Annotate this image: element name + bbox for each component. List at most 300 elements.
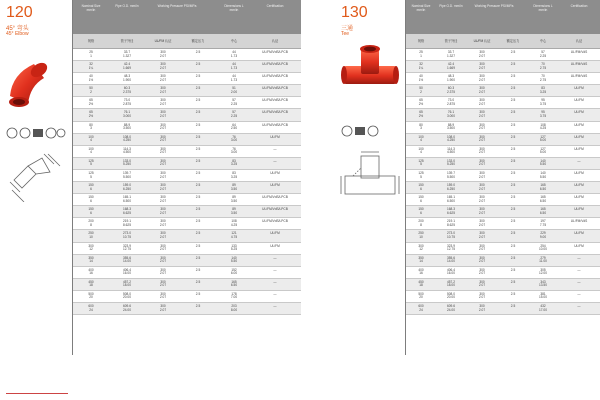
table-row [73,146,301,158]
header-working-pressure: Working Pressure PSI/MPa [474,4,514,8]
table-cell: 2.5 [510,158,516,163]
table-cell: 355.6 14.00 [447,255,455,264]
table-cell: 108 4.25 [539,122,547,131]
table-cell: 50 2 [419,86,423,94]
table-cell: 600 24 [88,303,94,312]
table-cell: 57 2.25 [230,110,238,119]
table-cell: 508.0 20.00 [447,291,455,300]
subheader-ulfm: UL/FM 认证 [473,39,491,43]
certification-logos [341,124,385,138]
table-cell: 48.3 1.900 [123,74,131,82]
table-cell: 76.1 3.000 [123,110,131,119]
table-cell: 64 2.50 [230,122,238,131]
table-cell: 150 6 [88,207,94,215]
table-cell: 300 2.07 [478,146,486,155]
table-cell: 100 4 [418,146,424,155]
table-cell: 300 2.07 [478,279,486,288]
table-cell: 168.3 6.625 [123,207,131,215]
table-cell: 150 6 [88,195,94,203]
table-cell: 125 5 [88,158,94,167]
table-cell: 300 2.07 [478,86,486,94]
table-row [73,255,301,267]
table-cell: 165 6.50 [539,195,547,203]
spec-table [405,0,600,355]
table-cell: 197 7.75 [539,219,547,227]
table-cell: 300 2.07 [159,74,167,82]
table-cell: 133 5.25 [230,243,238,252]
table-cell: UL/FM/VdS/LPCB [262,122,288,127]
table-cell: 89 3.50 [230,183,238,191]
table-cell: 114.3 4.500 [447,146,455,155]
table-row [406,291,600,303]
table-cell: 300 2.07 [159,134,167,143]
table-cell: 2.5 [510,74,516,79]
table-cell: 305 12.00 [539,267,547,276]
table-cell: 219.1 8.625 [123,219,131,227]
table-row [73,73,301,85]
table-cell: 150 6 [418,207,424,215]
table-cell: — [273,267,277,272]
table-cell: 139.7 5.500 [123,170,131,179]
table-row [73,291,301,303]
table-cell: 300 2.07 [159,303,167,312]
table-cell: 2.5 [195,243,201,248]
table-cell: 300 2.07 [159,183,167,191]
footer-divider [6,393,68,397]
table-cell: 165.1 6.500 [447,195,455,203]
table-cell: 140 5.50 [230,255,238,264]
table-header [406,0,600,34]
table-row [73,194,301,206]
table-cell: — [577,267,581,272]
table-cell: 2.5 [195,62,201,67]
subheader-size: 规格 [87,39,95,43]
table-cell: UL/FM/VdS/LPCB [262,195,288,200]
spec-table [72,0,301,355]
header-pipe-od: Pipe O.D. mm/in [115,4,139,8]
table-cell: 250 10 [88,231,94,239]
table-cell: UL/FM [574,231,584,236]
table-cell: 2.5 [510,98,516,103]
table-cell: 300 2.07 [478,243,486,252]
table-cell: 2.5 [510,207,516,212]
table-cell: 83 3.25 [230,170,238,179]
table-cell: UL/FM [270,183,280,188]
table-cell: UL/FM/VdS [570,74,588,79]
table-cell: 80 3 [89,122,93,131]
table-cell: 100 4 [88,146,94,155]
subheader-cert: 认证 [575,39,583,43]
table-cell: 57 2.25 [230,98,238,106]
table-cell: 300 2.07 [159,207,167,215]
table-cell: UL/FM [270,231,280,236]
header-certification: Certification [266,4,284,8]
table-cell: 88.9 3.500 [447,122,455,131]
table-cell: 2.5 [195,183,201,188]
table-body [406,49,600,315]
table-cell: UL/FM/VdS/LPCB [262,62,288,67]
table-row [406,206,600,218]
table-row [73,218,301,230]
table-cell: 343 13.50 [539,279,547,288]
table-cell: 300 2.07 [478,291,486,300]
table-row [406,73,600,85]
catalog-page-130 [333,0,600,355]
table-cell: 40 1½ [418,74,424,82]
table-cell: 165 6.50 [230,279,238,288]
subheader-rated: 额定压力 [191,39,205,43]
table-row [406,243,600,255]
subheader-center: 中心 [230,39,238,43]
table-cell: 300 2.07 [478,98,486,106]
table-cell: 2.5 [195,303,201,308]
tee-photo [339,44,401,106]
table-cell: 2.5 [510,122,516,127]
table-cell: 381 15.00 [539,291,547,300]
table-cell: 127 5.00 [539,134,547,143]
table-cell: 300 2.07 [478,110,486,119]
table-cell: 500 20 [418,291,424,300]
table-row [73,97,301,109]
table-cell: 300 2.07 [478,255,486,264]
table-cell: 32 1¼ [88,62,94,70]
table-cell: 2.5 [195,110,201,115]
table-cell: 2.5 [195,134,201,139]
table-cell: 203 8.00 [230,303,238,312]
table-cell: 300 2.07 [478,303,486,312]
table-cell: 108.0 4.250 [447,134,455,143]
table-cell: UL/FM [574,146,584,151]
table-cell: 300 2.07 [478,158,486,167]
table-cell: 140 5.50 [539,158,547,167]
table-cell: 108 4.25 [230,219,238,227]
table-body [73,49,301,315]
table-cell: 300 12 [88,243,94,252]
table-row [406,134,600,146]
table-cell: 254 10.00 [539,243,547,252]
table-row [406,85,600,97]
table-cell: 76.1 3.000 [447,110,455,119]
table-cell: 300 2.07 [159,122,167,131]
table-cell: — [273,146,277,151]
table-cell: UL/FM [574,195,584,200]
table-cell: 300 2.07 [478,231,486,239]
table-cell: UL/FM [270,170,280,175]
table-cell: 508.0 20.00 [123,291,131,300]
table-subheader [73,34,301,49]
table-cell: 114.3 4.500 [123,146,131,155]
table-cell: UL/FM [574,134,584,139]
table-cell: 70 2.75 [539,74,547,82]
table-cell: 300 2.07 [159,231,167,239]
table-cell: 406.4 16.00 [123,267,131,276]
table-cell: 76 3.00 [230,134,238,143]
table-cell: 2.5 [195,231,201,236]
table-cell: 300 12 [418,243,424,252]
table-cell: UL/FM [574,110,584,115]
table-cell: 159.0 6.250 [447,183,455,191]
table-cell: 83 3.25 [539,86,547,94]
table-cell: — [577,303,581,308]
table-cell: 25 1 [89,50,93,58]
table-cell: 88.9 3.500 [123,122,131,131]
table-cell: — [273,291,277,296]
header-pipe-od: Pipe O.D. mm/in [439,4,463,8]
table-cell: 150 6 [418,183,424,191]
table-cell: 450 18 [88,279,94,288]
elbow-photo [4,56,60,126]
table-cell: 300 2.07 [159,279,167,288]
elbow-technical-drawing [8,150,64,202]
table-cell: 33.7 1.327 [123,50,131,58]
table-row [406,279,600,291]
catalog-page-120 [0,0,300,355]
table-cell: UL/FM/VdS/LPCB [262,98,288,103]
header-dimensions: Dimensions L mm/in [224,4,244,12]
table-cell: UL/FM [574,183,584,188]
table-cell: UL/FM/VdS/LPCB [262,50,288,54]
table-row [406,61,600,73]
subheader-rated: 额定压力 [506,39,520,43]
table-cell: 300 2.07 [159,195,167,203]
table-cell: UL/FM [574,98,584,103]
table-cell: 300 2.07 [159,146,167,155]
table-cell: 25 1 [419,50,423,58]
table-cell: 350 14 [88,255,94,264]
table-row [73,61,301,73]
table-cell: 2.5 [195,267,201,272]
table-cell: 300 2.07 [159,110,167,119]
table-header [73,0,301,34]
table-row [406,109,600,121]
table-cell: UL/FM [574,207,584,212]
table-cell: 2.5 [510,86,516,91]
table-cell: 2.5 [510,231,516,236]
table-cell: 600 24 [418,303,424,312]
table-cell: 2.5 [195,146,201,151]
table-cell: 273.0 10.75 [447,231,455,239]
table-cell: — [273,158,277,163]
table-row [406,230,600,242]
table-cell: 609.6 24.00 [447,303,455,312]
table-cell: 457.2 18.00 [123,279,131,288]
table-cell: 400 16 [88,267,94,276]
table-cell: 139.7 5.500 [447,170,455,179]
table-cell: 2.5 [195,255,201,260]
table-cell: 65 2½ [88,110,94,119]
header-working-pressure: Working Pressure PSI/MPa [157,4,197,8]
product-name-en: Tee [341,31,350,37]
table-cell: 300 2.07 [159,62,167,70]
table-cell: 2.5 [510,267,516,272]
subheader-cert: 认证 [271,39,279,43]
table-cell: 300 2.07 [159,158,167,167]
table-cell: — [577,255,581,260]
certification-logos [6,126,66,140]
product-name-cn: 45° 弯头 [6,26,29,32]
product-number: 120 [6,4,33,21]
table-cell: UL/FM [574,122,584,127]
subheader-od: 管子外径 [444,39,458,43]
table-cell: 300 2.07 [478,207,486,215]
table-cell: 2.5 [195,207,201,212]
table-cell: 89 3.50 [230,207,238,215]
table-row [73,158,301,170]
table-cell: 400 16 [418,267,424,276]
table-row [73,170,301,182]
table-cell: 2.5 [195,122,201,127]
table-row [406,49,600,61]
table-cell: 200 8 [418,219,424,227]
table-cell: 279 11.00 [539,255,547,264]
table-cell: 300 2.07 [478,267,486,276]
table-cell: UL/FM [574,243,584,248]
table-cell: 300 2.07 [159,267,167,276]
table-cell: 300 2.07 [159,243,167,252]
table-cell: 355.6 14.00 [123,255,131,264]
table-cell: 65 2½ [418,110,424,119]
table-cell: 2.5 [510,243,516,248]
table-row [73,85,301,97]
table-cell: 108.0 4.250 [123,134,131,143]
table-cell: 2.5 [195,86,201,91]
table-row [406,194,600,206]
table-cell: UL/FM/VdS/LPCB [262,207,288,212]
table-row [73,109,301,121]
table-row [73,206,301,218]
table-cell: 42.4 1.669 [447,62,455,70]
table-cell: 300 2.07 [159,219,167,227]
table-cell: 133.0 5.250 [447,158,455,167]
subheader-size: 规格 [417,39,425,43]
product-name-cn: 三通 [341,26,354,32]
table-cell: 57 2.25 [539,50,547,58]
table-cell: 406.4 16.00 [447,267,455,276]
table-cell: 2.5 [510,146,516,151]
table-cell: 300 2.07 [159,98,167,106]
table-cell: — [577,279,581,284]
table-cell: 2.5 [510,170,516,175]
table-row [406,267,600,279]
table-cell: 432 17.00 [539,303,547,312]
table-cell: 125 5 [418,158,424,167]
header-dimensions: Dimensions L mm/in [533,4,553,12]
table-cell: 73.0 2.875 [447,98,455,106]
table-row [73,303,301,315]
table-cell: 300 2.07 [478,62,486,70]
table-row [73,279,301,291]
table-cell: 65 2½ [418,98,424,106]
table-cell: 2.5 [510,50,516,54]
table-cell: 50 2 [89,86,93,94]
table-cell: 73.0 2.875 [123,98,131,106]
table-row [406,182,600,194]
table-cell: 133.0 5.250 [123,158,131,167]
table-cell: 219.1 8.625 [447,219,455,227]
table-row [406,255,600,267]
table-cell: 350 14 [418,255,424,264]
table-cell: 2.5 [510,195,516,200]
table-cell: 300 2.07 [478,50,486,58]
table-cell: 127 5.00 [539,146,547,155]
product-name-en: 45° Elbow [6,31,29,37]
table-cell: 70 2.75 [539,62,547,70]
table-cell: 150 6 [88,183,94,191]
table-cell: 150 6 [418,195,424,203]
table-cell: — [577,158,581,163]
table-cell: UL/FM/VdS/LPCB [262,74,288,79]
header-certification: Certification [570,4,588,8]
table-cell: 2.5 [195,195,201,200]
table-cell: UL/FM [270,243,280,248]
table-cell: 44 1.73 [230,62,238,70]
table-cell: 2.5 [195,279,201,284]
table-row [406,146,600,158]
table-cell: 33.7 1.327 [447,50,455,58]
table-cell: — [273,279,277,284]
table-cell: 121 4.75 [230,231,238,239]
table-cell: 80 3 [419,122,423,131]
table-row [73,49,301,61]
table-row [406,122,600,134]
table-cell: 2.5 [510,255,516,260]
table-cell: UL/FM [574,86,584,91]
table-cell: 95 3.75 [539,110,547,119]
table-cell: 500 20 [88,291,94,300]
table-cell: 300 2.07 [478,170,486,179]
table-cell: 51 2.00 [230,86,238,94]
table-cell: 32 1¼ [418,62,424,70]
table-cell: 100 4 [88,134,94,143]
table-cell: 2.5 [195,50,201,54]
table-cell: 2.5 [510,62,516,67]
header-nominal-size: Nominal Size mm/in [81,4,101,12]
table-cell: 300 2.07 [159,86,167,94]
table-cell: 450 18 [418,279,424,288]
table-cell: 2.5 [195,291,201,296]
table-cell: 250 10 [418,231,424,239]
table-cell: 165 6.50 [539,183,547,191]
table-cell: 95 3.75 [539,98,547,106]
header-nominal-size: Nominal Size mm/in [411,4,431,12]
table-cell: — [273,255,277,260]
table-cell: 40 1½ [88,74,94,82]
table-cell: 2.5 [195,98,201,103]
table-cell: 2.5 [510,303,516,308]
table-cell: 65 2½ [88,98,94,106]
table-cell: 300 2.07 [159,50,167,58]
table-cell: 300 2.07 [478,74,486,82]
table-cell: 2.5 [510,183,516,188]
table-cell: 229 9.00 [539,231,547,239]
table-cell: 2.5 [510,279,516,284]
table-cell: UL/FM/VdS [570,50,588,54]
table-cell: 60.3 2.375 [447,86,455,94]
table-cell: 152 6.00 [230,267,238,276]
product-number: 130 [341,4,368,21]
table-cell: 2.5 [195,170,201,175]
tee-technical-drawing [339,148,401,210]
table-cell: UL/FM/VdS [570,62,588,67]
table-cell: 76 3.00 [230,146,238,155]
table-cell: 165 6.50 [539,207,547,215]
subheader-center: 中心 [539,39,547,43]
table-cell: 165.1 6.500 [123,195,131,203]
table-cell: — [273,303,277,308]
table-cell: 60.3 2.375 [123,86,131,94]
table-cell: UL/FM/VdS/LPCB [262,110,288,115]
subheader-ulfm: UL/FM 认证 [154,39,172,43]
